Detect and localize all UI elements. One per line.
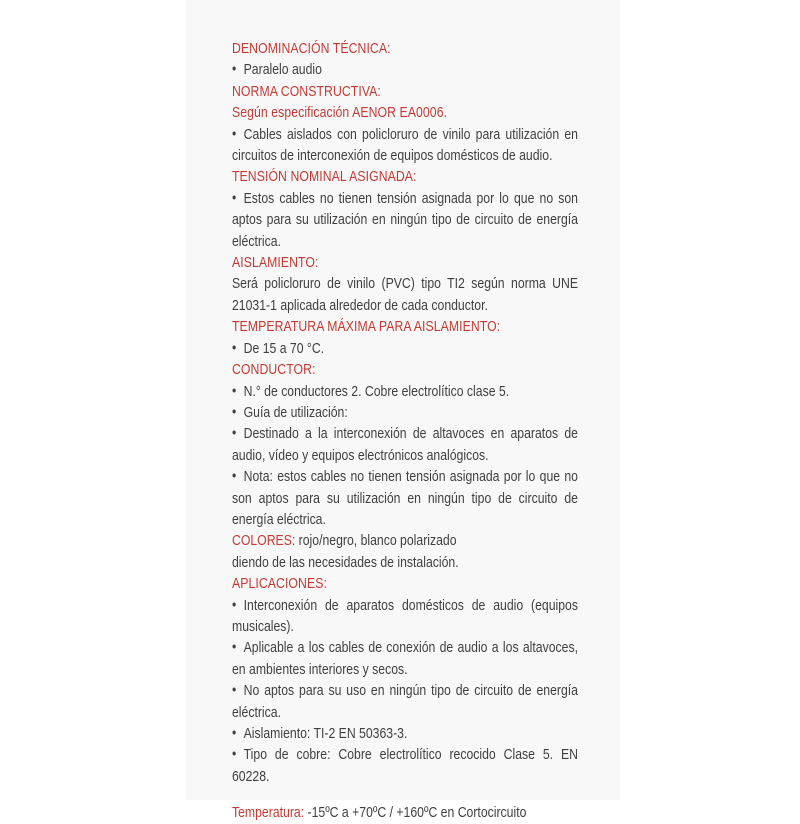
paragraph-text: APLICACIONES: — [232, 575, 327, 593]
bullet-icon: • — [232, 189, 237, 207]
spec-paragraph — [232, 381, 578, 402]
spec-paragraph — [232, 530, 578, 551]
paragraph-text: Aplicable a los cables de conexión de audio a los altavoces, en ambientes interiores y secos. — [232, 639, 578, 678]
paragraph-text: -15ºC a +70ºC / +160ºC en Cortocircuito — [307, 804, 527, 822]
bullet-icon: • — [232, 424, 237, 442]
spec-paragraph — [232, 188, 578, 252]
paragraph-text: diendo de las necesidades de instalación. — [232, 553, 459, 571]
spec-paragraph — [232, 124, 578, 167]
paragraph-text: N.° de conductores 2. Cobre electrolítico clase 5. — [243, 382, 510, 400]
paragraph-text: Aislamiento: TI-2 EN 50363-3. — [243, 725, 408, 742]
spec-paragraph — [232, 273, 578, 316]
spec-paragraph — [232, 338, 578, 359]
paragraph-text: NORMA CONSTRUCTIVA: — [232, 82, 381, 100]
section-heading — [232, 38, 578, 59]
paragraph-text: Cables aislados con policloruro de vinilo para utilización en circuitos de interconexión de equipos domésticos de audio. — [232, 125, 578, 165]
bullet-icon: • — [232, 681, 237, 699]
spec-paragraph — [232, 423, 578, 466]
paragraph-text: TEMPERATURA MÁXIMA PARA AISLAMIENTO: — [232, 318, 501, 336]
spec-sheet — [186, 0, 620, 822]
paragraph-text: Tipo de cobre: Cobre electrolítico recocido Clase 5. EN 60228. — [232, 746, 578, 785]
section-heading — [232, 252, 578, 273]
paragraph-text: CONDUCTOR: — [232, 361, 316, 379]
bullet-icon: • — [232, 403, 237, 421]
spec-paragraph — [232, 102, 578, 123]
section-heading — [232, 359, 578, 380]
section-heading — [232, 316, 578, 337]
spec-paragraph — [232, 59, 578, 80]
paragraph-text: rojo/negro, blanco polarizado — [298, 532, 457, 550]
paragraph-text: Estos cables no tienen tensión asignada por lo que no son aptos para su utilización en ningún tipo de circuito de energía eléctrica. — [232, 189, 578, 250]
bullet-icon: • — [232, 467, 237, 485]
paragraph-text: De 15 a 70 °C. — [243, 339, 325, 357]
section-heading — [232, 81, 578, 102]
spec-paragraph — [232, 744, 578, 787]
spec-paragraph — [232, 595, 578, 638]
paragraph-text: TENSIÓN NOMINAL ASIGNADA: — [232, 168, 417, 186]
spec-paragraph — [232, 680, 578, 723]
bullet-icon: • — [232, 382, 237, 399]
spec-paragraph — [232, 466, 578, 530]
paragraph-text: Paralelo audio — [243, 61, 322, 79]
paragraph-text: Según especificación AENOR EA0006. — [232, 104, 448, 122]
spec-paragraph — [232, 402, 578, 423]
paragraph-text: Guía de utilización: — [243, 403, 348, 421]
spec-content — [232, 38, 578, 824]
paragraph-text: No aptos para su uso en ningún tipo de circuito de energía eléctrica. — [232, 682, 578, 721]
paragraph-text: Nota: estos cables no tienen tensión asignada por lo que no son aptos para su utilización en ningún tipo de circuito de energía eléctrica. — [232, 468, 578, 528]
bullet-icon: • — [232, 125, 237, 143]
paragraph-text: Interconexión de aparatos domésticos de audio (equipos musicales). — [232, 596, 578, 635]
bullet-icon: • — [232, 596, 237, 614]
section-heading — [232, 573, 578, 594]
spec-paragraph — [232, 552, 578, 573]
paragraph-text: Destinado a la interconexión de altavoces en aparatos de audio, vídeo y equipos electrónicos analógicos. — [232, 425, 578, 464]
spec-paragraph — [232, 723, 578, 744]
bullet-icon: • — [232, 724, 237, 742]
paragraph-text: AISLAMIENTO: — [232, 254, 319, 272]
spec-paragraph — [232, 637, 578, 680]
bullet-icon: • — [232, 60, 237, 78]
paragraph-text: Será policloruro de vinilo (PVC) tipo TI2 según norma UNE 21031-1 aplicada alrededor de cada conductor. — [232, 275, 578, 314]
field-label: COLORES: — [232, 532, 296, 550]
bullet-icon: • — [232, 745, 237, 763]
spec-paragraph — [232, 802, 578, 823]
bullet-icon: • — [232, 638, 237, 656]
bullet-icon: • — [232, 339, 237, 357]
paragraph-text: DENOMINACIÓN TÉCNICA: — [232, 40, 391, 57]
section-heading — [232, 166, 578, 187]
field-label: Temperatura: — [232, 804, 305, 822]
